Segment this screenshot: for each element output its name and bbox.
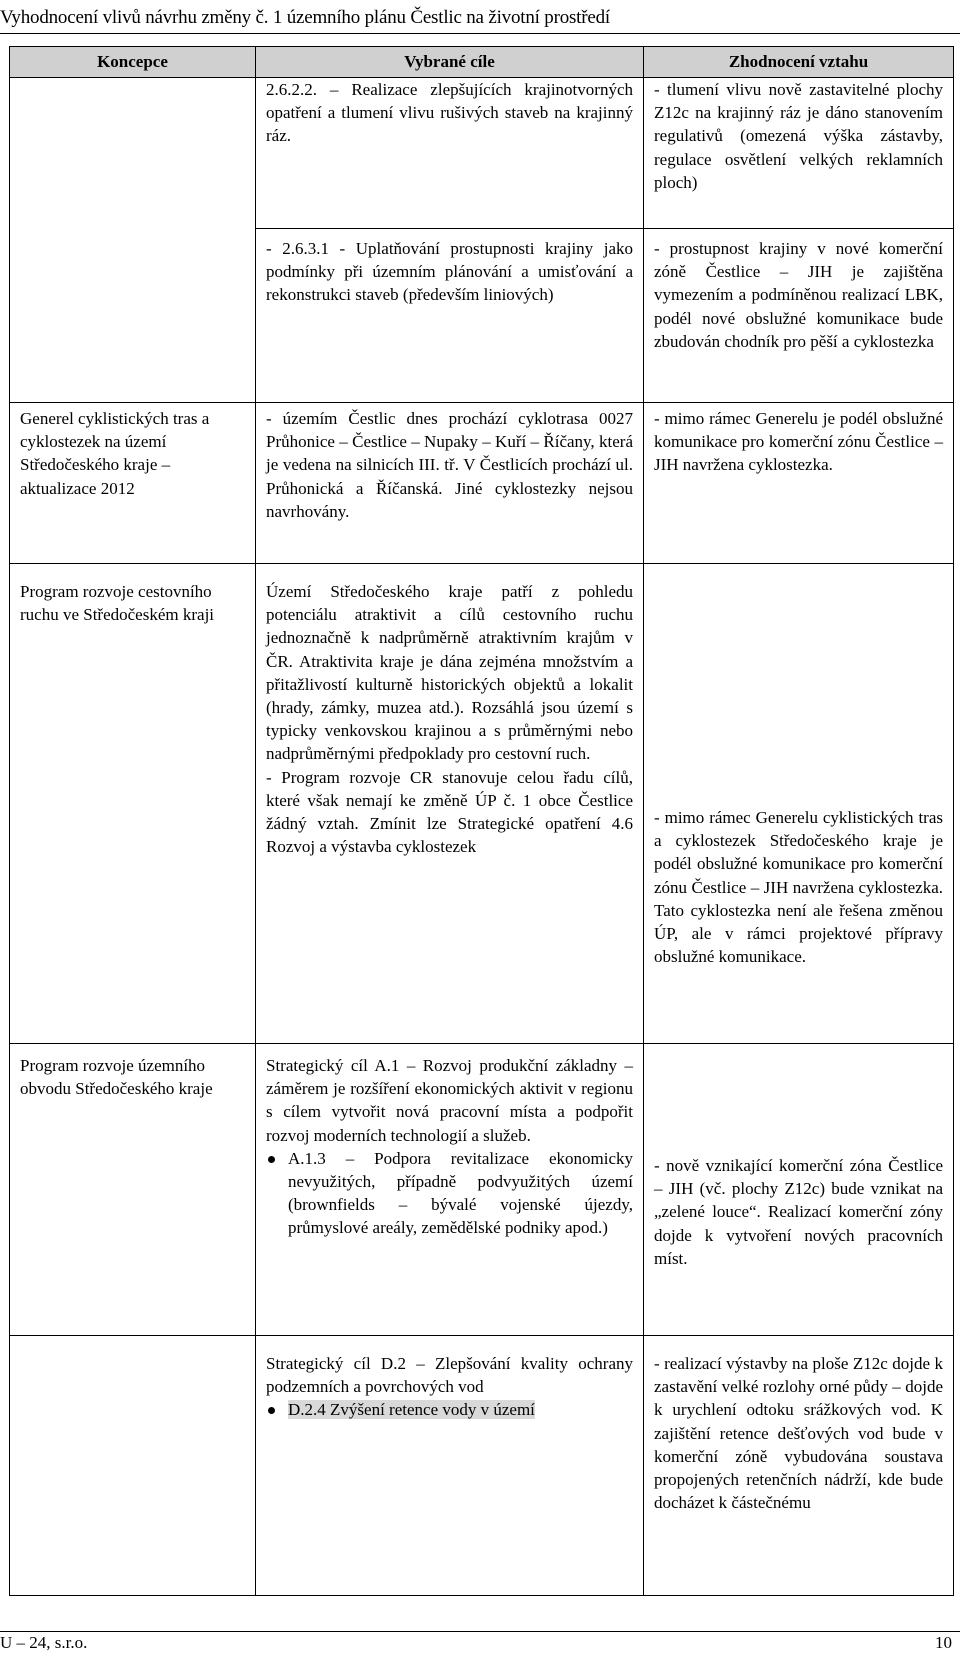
table-row [10,78,954,229]
assessment-cell: - realizací výstavby na ploše Z12c dojde k zastavění velké rozlohy orné půdy – dojde k urychlení odtoku srážkových vod. K zajištění retence dešťových vod bude v komerční zóně vybudována soustava propojených retenčních nádrží, kde bude docházet k částečnému [644,1336,954,1596]
list-item [288,1147,633,1240]
concept-cell-continued [10,78,256,403]
assessment-cell: - mimo rámec Generelu je podél obslužné komunikace pro komerční zónu Čestlice – JIH navržena cyklostezka. [644,403,954,564]
footer-divider [0,1631,960,1632]
concept-cell: Program rozvoje územního obvodu Středočeského kraje [10,1044,256,1336]
concept-cell-empty [10,1336,256,1596]
concept-cell: Program rozvoje cestovního ruchu ve Středočeském kraji [10,564,256,1044]
page-number: 10 [935,1633,952,1652]
goal-cell: - územím Čestlic dnes prochází cyklotrasa 0027 Průhonice – Čestlice – Nupaky – Kuří – Říčany, která je vedena na silnicích III. tř. V Čestlicích prochází ul. Průhonická a Říčanská. Jiné cyklostezky nejsou navrhovány. [256,403,644,564]
document-header-title: Vyhodnocení vlivů návrhu změny č. 1 územního plánu Čestlic na životní prostředí [0,7,611,28]
goal-cell: - 2.6.3.1 - Uplatňování prostupnosti krajiny jako podmínky při územním plánování a umisťování a rekonstrukci staveb (především liniových) [256,229,644,403]
goal-bullet-list [266,1398,633,1421]
goal-cell: 2.6.2.2. – Realizace zlepšujících krajinotvorných opatření a tlumení vlivu rušivých staveb na krajinný ráz. [256,78,644,229]
goal-cell [256,564,644,1044]
goal-bullet-text: D.2.4 Zvýšení retence vody v území [288,1400,535,1420]
assessment-table [9,46,954,1596]
concept-cell: Generel cyklistických tras a cyklostezek na území Středočeského kraje – aktualizace 2012 [10,403,256,564]
goal-bullet-text: A.1.3 – Podpora revitalizace ekonomicky nevyužitých, případně podvyužitých území (brownfields – bývalé vojenské újezdy, průmyslové areály, zemědělské podniky apod.) [288,1148,633,1238]
bullet-icon [268,1156,275,1163]
goal-paragraph: Strategický cíl D.2 – Zlepšování kvality ochrany podzemních a povrchových vod [266,1354,633,1397]
table-row [10,403,954,564]
assessment-cell: - prostupnost krajiny v nové komerční zóně Čestlice – JIH je zajištěna vymezením a podmíněnou realizací LBK, podél nové obslužné komunikace bude zbudován chodník pro pěší a cyklostezka [644,229,954,403]
assessment-cell: - tlumení vlivu nově zastavitelné plochy Z12c na krajinný ráz je dáno stanovením regulativů (omezená výška zástavby, regulace osvětlení velkých reklamních ploch) [644,78,954,229]
list-item [288,1398,633,1421]
header-divider [0,33,960,34]
goal-cell [256,1336,644,1596]
assessment-cell: - nově vznikající komerční zóna Čestlice – JIH (vč. plochy Z12c) bude vznikat na „zelené louce“. Realizací komerční zóny dojde k vytvoření nových pracovních míst. [644,1044,954,1336]
table-header-row [10,47,954,78]
assessment-cell: - mimo rámec Generelu cyklistických tras a cyklostezek Středočeského kraje je podél obslužné komunikace pro komerční zónu Čestlice – JIH navržena cyklostezka. Tato cyklostezka není ale řešena změnou ÚP, ale v rámci projektové přípravy obslužné komunikace. [644,564,954,1044]
goal-paragraph: - Program rozvoje CR stanovuje celou řadu cílů, které však nemají ke změně ÚP č. 1 obce Čestlice žádný vztah. Zmínit lze Strategické opatření 4.6 Rozvoj a výstavba cyklostezek [266,767,633,857]
table-row [10,564,954,1044]
column-header-assessment: Zhodnocení vztahu [644,47,954,78]
goal-cell [256,1044,644,1336]
bullet-icon [268,1407,275,1414]
goal-paragraph: Území Středočeského kraje patří z pohledu potenciálu atraktivit a cílů cestovního ruchu jednoznačně k nadprůměrně atraktivním krajům v ČR. Atraktivita kraje je dána zejména množstvím a přitažlivostí kulturně historických objektů a lokalit (hrady, zámky, muzea atd.). Rozsáhlá jsou území s typicky venkovskou krajinou a s průměrnými nebo nadprůměrnými předpoklady pro cestovní ruch. [266,582,633,764]
table-row [10,1044,954,1336]
table-row [10,1336,954,1596]
goal-paragraph: Strategický cíl A.1 – Rozvoj produkční základny – záměrem je rozšíření ekonomických aktivit v regionu s cílem vytvořit nová pracovní místa a podpořit rozvoj moderních technologií a služeb. [266,1056,633,1145]
goal-bullet-list [266,1147,633,1240]
footer-company: U – 24, s.r.o. [0,1633,88,1652]
column-header-goals: Vybrané cíle [256,47,644,78]
column-header-concept: Koncepce [10,47,256,78]
